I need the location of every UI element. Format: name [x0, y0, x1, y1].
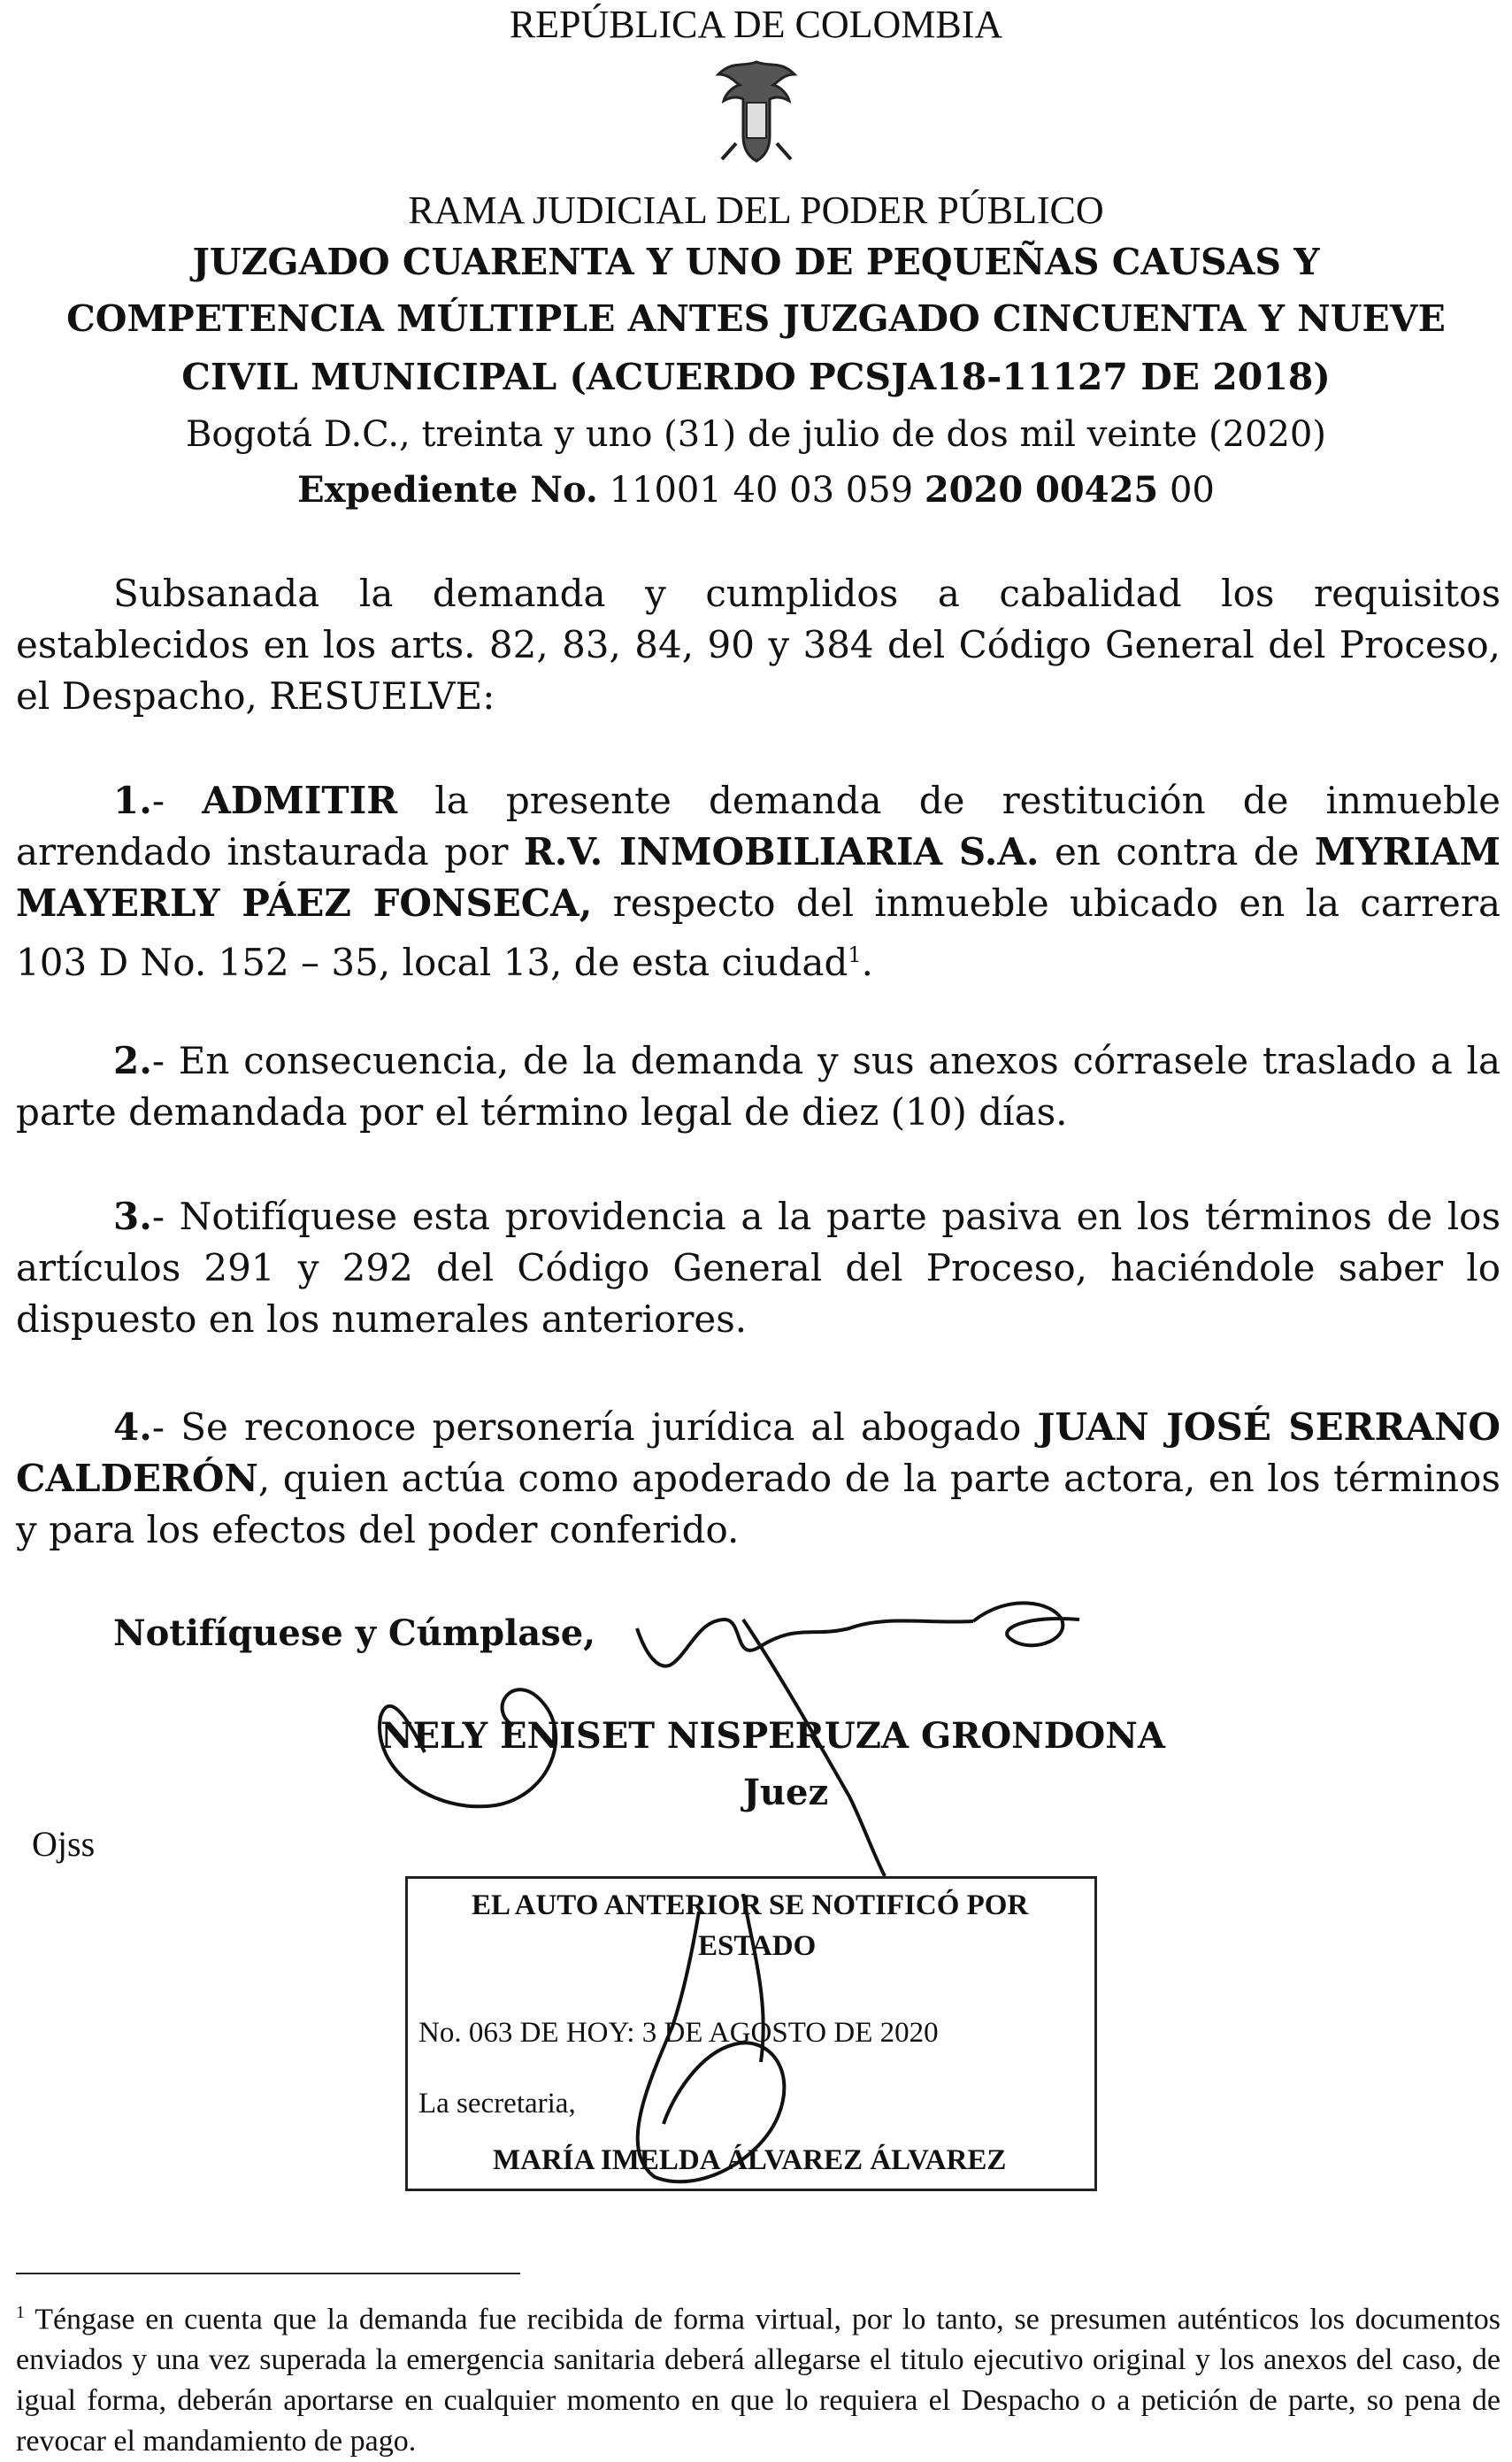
footnote-text: Téngase en cuenta que la demanda fue recibida de forma virtual, por lo tanto, se presumen auténticos los documentos enviados y una vez superada la emergencia sanitaria deberá allegarse el titulo ejecutivo original y los anexos del caso, de igual forma, deberán aportarse en cualquier momento en que lo requiera el Despacho o a petición de parte, so pena de revocar el mandamiento de pago.: [16, 2303, 1500, 2458]
branch-heading: RAMA JUDICIAL DEL PODER PÚBLICO: [408, 188, 1104, 232]
resolution-4-text-b: , quien actúa como apoderado de la parte actora, en los términos y para los efectos del poder conferido.: [16, 1457, 1500, 1551]
judge-name: NELY ENISET NISPERUZA GRONDONA: [380, 1715, 1165, 1757]
resolution-1-text-d: respecto del inmueble ubicado en la carrera 103 D No. 152 – 35, local 13, de esta ciudad: [16, 881, 1500, 984]
case-label: Expediente No.: [297, 469, 598, 511]
notify-closing: Notifíquese y Cúmplase,: [113, 1612, 596, 1654]
resolution-1-number: 1.: [113, 779, 152, 822]
lawyer-name: JUAN JOSÉ SERRANO CALDERÓN: [16, 1405, 1500, 1500]
stamp-secretary-name: MARÍA IMELDA ÁLVAREZ ÁLVAREZ: [493, 2144, 1007, 2176]
intro-paragraph: [16, 568, 1500, 722]
judge-signature: [354, 1566, 1150, 1885]
resolution-1-text-b: la presente demanda de restitución de inmueble arrendado instaurada por: [16, 779, 1501, 873]
resolution-3-number: 3.: [113, 1195, 152, 1238]
court-name-line-2: COMPETENCIA MÚLTIPLE ANTES JUZGADO CINCUENTA Y NUEVE: [66, 297, 1446, 340]
resolution-4: [16, 1402, 1500, 1556]
footnote: [16, 2292, 1500, 2462]
stamp-title-line-2: ESTADO: [698, 1930, 817, 1962]
footnote-divider: [16, 2273, 520, 2274]
footnote-reference: 1: [848, 942, 862, 967]
case-number-part-1: 11001 40 03 059: [609, 470, 914, 511]
resolution-1-text-a: -: [151, 779, 203, 822]
case-number-part-2: 2020 00425: [924, 469, 1159, 511]
plaintiff-name: R.V. INMOBILIARIA S.A.: [523, 830, 1040, 873]
court-name-line-3: CIVIL MUNICIPAL (ACUERDO PCSJA18-11127 DE 2018): [181, 356, 1331, 398]
stamp-state-line: No. 063 DE HOY: 3 DE AGOSTO DE 2020: [418, 2017, 939, 2049]
defendant-name: MYRIAM MAYERLY PÁEZ FONSECA,: [16, 830, 1501, 925]
document-date: Bogotá D.C., treinta y uno (31) de julio de dos mil veinte (2020): [186, 414, 1326, 455]
typist-initials: Ojss: [32, 1824, 96, 1864]
resolution-2-text: - En consecuencia, de la demanda y sus anexos córrasele traslado a la parte demandada por el término legal de diez (10) días.: [16, 1039, 1500, 1134]
intro-text: Subsanada la demanda y cumplidos a cabalidad los requisitos establecidos en los arts. 82, 83, 84, 90 y 384 del Código General del Proceso, el Despacho, RESUELVE:: [16, 572, 1500, 718]
secretary-signature: [566, 1894, 849, 2195]
resolution-4-text-a: - Se reconoce personería jurídica al abogado: [151, 1405, 1038, 1449]
resolution-3: [16, 1191, 1500, 1345]
footnote-marker: 1: [16, 2303, 25, 2322]
resolution-2: [16, 1035, 1500, 1138]
stamp-title-line-1: EL AUTO ANTERIOR SE NOTIFICÓ POR: [472, 1889, 1029, 1921]
resolution-1: [16, 775, 1500, 989]
court-name-line-1: JUZGADO CUARENTA Y UNO DE PEQUEÑAS CAUSAS Y: [192, 241, 1320, 283]
case-number: [0, 469, 1512, 511]
stamp-secretary-label: La secretaria,: [418, 2088, 576, 2120]
resolution-4-number: 4.: [113, 1405, 152, 1449]
resolution-2-number: 2.: [113, 1039, 152, 1082]
judge-title: Juez: [743, 1772, 829, 1813]
resolution-3-text: - Notifíquese esta providencia a la parte pasiva en los términos de los artículos 291 y 292 del Código General del Proceso, haciéndole saber lo dispuesto en los numerales anteriores.: [16, 1195, 1500, 1341]
resolution-1-verb: ADMITIR: [202, 779, 398, 822]
country-heading: REPÚBLICA DE COLOMBIA: [509, 3, 1003, 46]
resolution-1-text-c: en contra de: [1039, 830, 1315, 873]
case-number-part-3: 00: [1169, 470, 1215, 511]
resolution-1-text-e: .: [861, 941, 873, 984]
coat-of-arms-icon: [699, 55, 814, 170]
